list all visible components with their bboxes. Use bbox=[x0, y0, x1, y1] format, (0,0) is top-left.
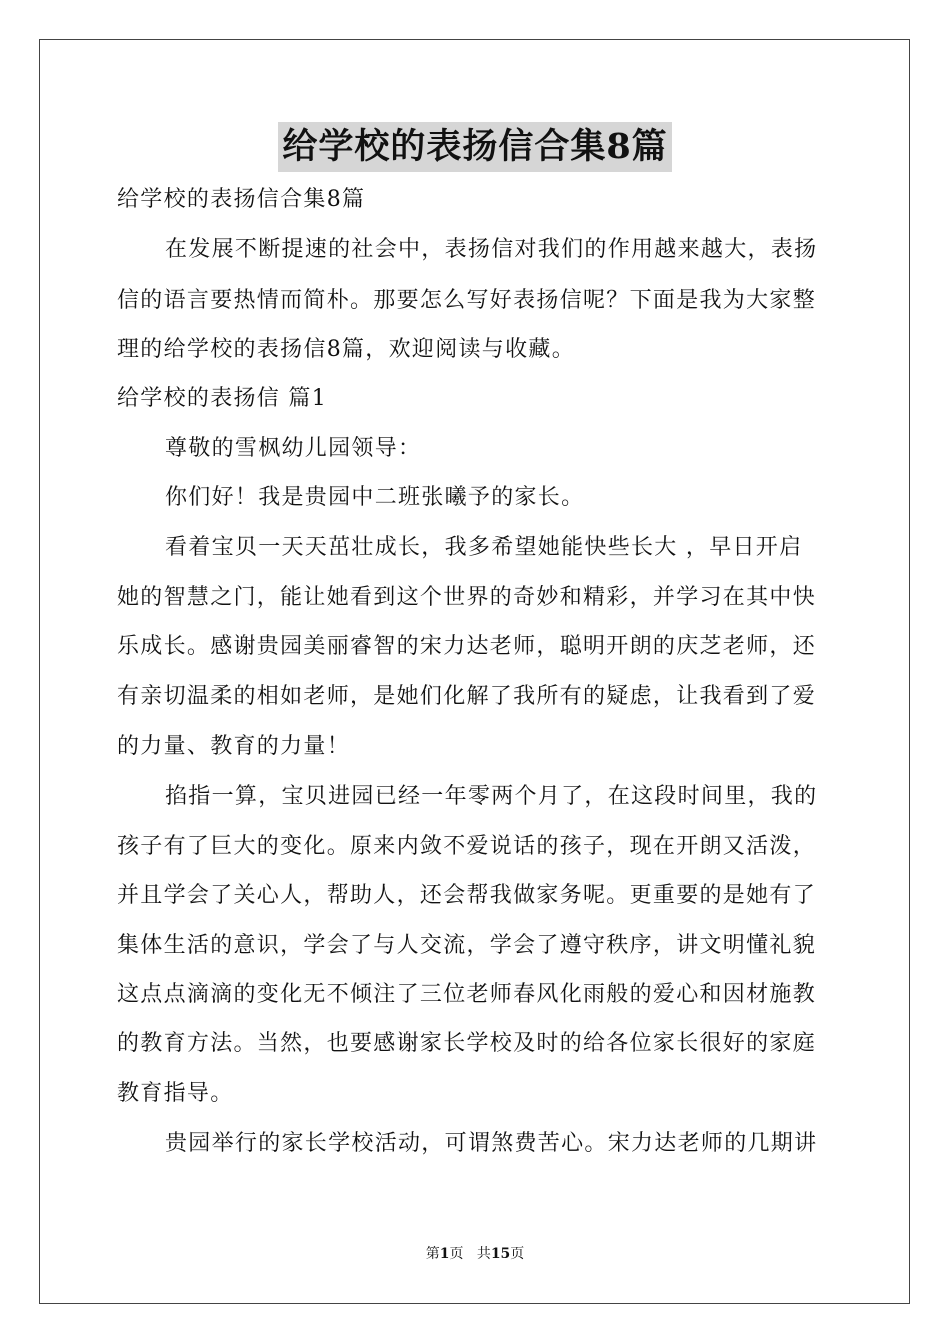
page-prefix: 第 bbox=[425, 1246, 440, 1262]
text-line: 掐指一算，宝贝进园已经一年零两个月了，在这段时间里，我的 bbox=[165, 784, 818, 809]
text-line: 的教育方法。当然，也要感谢家长学校及时的给各位家长很好的家庭 bbox=[117, 1031, 817, 1056]
text-line: 乐成长。感谢贵园美丽睿智的宋力达老师，聪明开朗的庆芝老师，还 bbox=[117, 634, 817, 659]
text-line: 的力量、教育的力量！ bbox=[117, 734, 351, 759]
text-line: 信的语言要热情而简朴。那要怎么写好表扬信呢？下面是我为大家整 bbox=[117, 288, 817, 313]
total-prefix: 共 bbox=[476, 1246, 491, 1262]
text-line: 贵园举行的家长学校活动，可谓煞费苦心。宋力达老师的几期讲 bbox=[165, 1131, 818, 1156]
page-number: 1 bbox=[439, 1246, 450, 1262]
text-line: 并且学会了关心人，帮助人，还会帮我做家务呢。更重要的是她有了 bbox=[117, 883, 817, 908]
text-line: 给学校的表扬信 篇1 bbox=[117, 386, 327, 411]
title-container bbox=[0, 122, 950, 172]
text-line: 给学校的表扬信合集8篇 bbox=[117, 187, 366, 212]
text-line: 你们好！我是贵园中二班张曦予的家长。 bbox=[165, 485, 585, 510]
page-footer bbox=[0, 1244, 950, 1264]
text-line: 孩子有了巨大的变化。原来内敛不爱说话的孩子，现在开朗又活泼， bbox=[117, 834, 817, 859]
page-title: 给学校的表扬信合集8篇 bbox=[278, 122, 671, 172]
total-suffix: 页 bbox=[510, 1246, 525, 1262]
text-line: 看着宝贝一天天茁壮成长，我多希望她能快些长大 ，早日开启 bbox=[165, 535, 803, 560]
page-border bbox=[39, 39, 910, 1304]
text-line: 在发展不断提速的社会中，表扬信对我们的作用越来越大，表扬 bbox=[165, 237, 818, 262]
text-line: 她的智慧之门，能让她看到这个世界的奇妙和精彩，并学习在其中快 bbox=[117, 585, 817, 610]
text-line: 集体生活的意识，学会了与人交流，学会了遵守秩序，讲文明懂礼貌 bbox=[117, 933, 817, 958]
page-suffix: 页 bbox=[449, 1246, 464, 1262]
text-line: 这点点滴滴的变化无不倾注了三位老师春风化雨般的爱心和因材施教 bbox=[117, 982, 817, 1007]
text-line: 理的给学校的表扬信8篇，欢迎阅读与收藏。 bbox=[117, 337, 575, 362]
text-line: 有亲切温柔的相如老师，是她们化解了我所有的疑虑，让我看到了爱 bbox=[117, 684, 817, 709]
text-line: 尊敬的雪枫幼儿园领导： bbox=[165, 436, 422, 461]
total-pages: 15 bbox=[490, 1246, 511, 1262]
text-line: 教育指导。 bbox=[117, 1081, 234, 1106]
